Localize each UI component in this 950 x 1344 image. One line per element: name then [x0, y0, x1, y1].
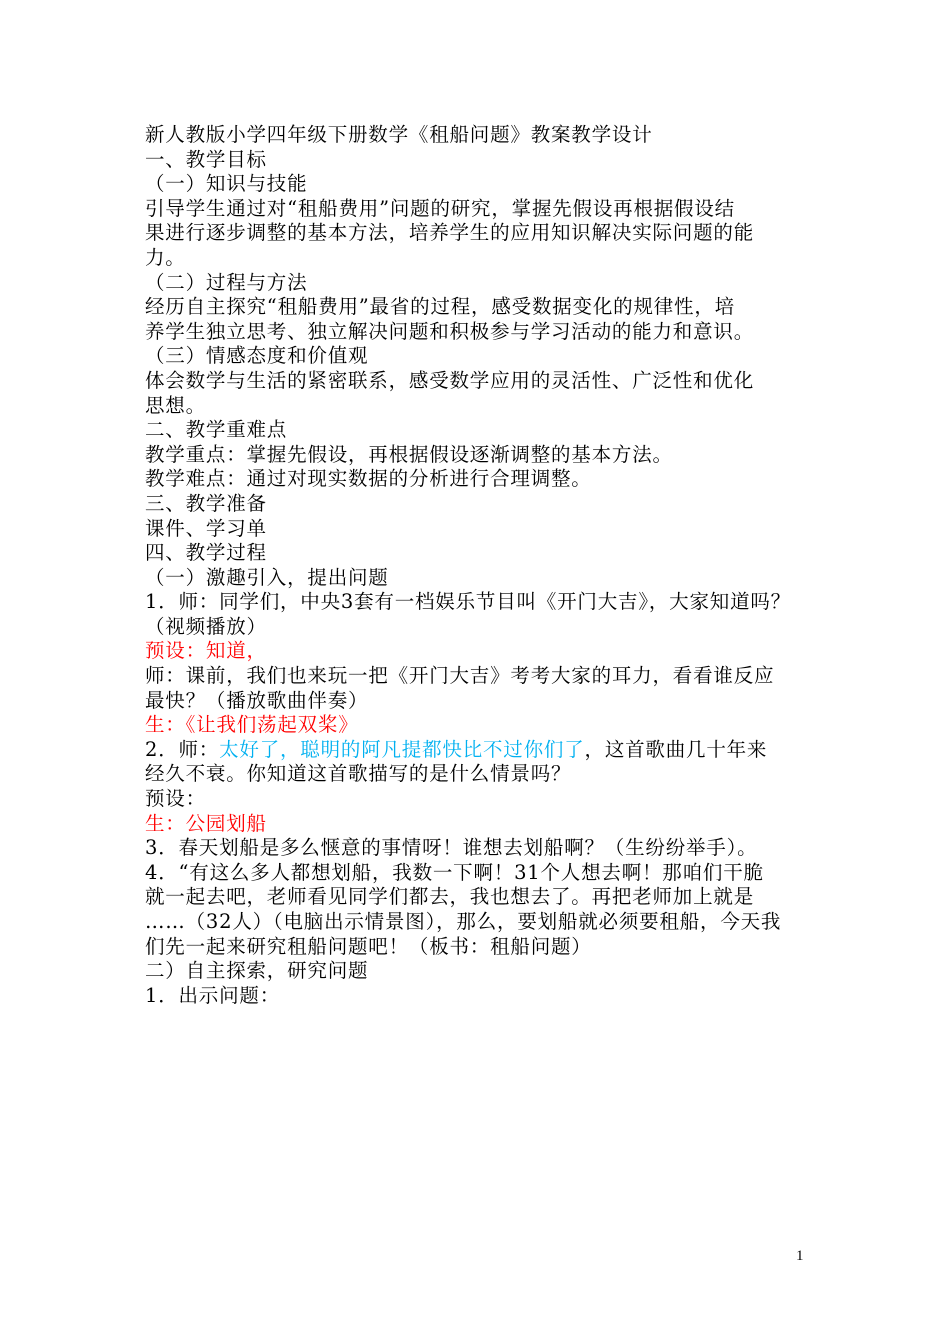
document-title: 新人教版小学四年级下册数学《租船问题》教案教学设计 [145, 123, 653, 146]
section-heading: 一、教学目标 [145, 147, 267, 171]
paragraph-line: ……（32人）（电脑出示情景图），那么，要划船就必须要租船，今天我 [145, 910, 782, 933]
subsection-heading: （一）激趣引入，提出问题 [145, 565, 389, 589]
paragraph-line: 师：课前，我们也来玩一把《开门大吉》考考大家的耳力，看看谁反应 [145, 664, 775, 688]
paragraph-line: 课件、学习单 [145, 516, 267, 540]
paragraph-line: 引导学生通过对“租船费用”问题的研究，掌握先假设再根据假设结 [145, 196, 735, 220]
document-body [145, 123, 810, 1008]
paragraph-line: 力。 [145, 245, 186, 269]
subsection-heading: 二）自主探索，研究问题 [145, 959, 369, 983]
paragraph-line: 们先一起来研究租船问题吧！（板书：租船问题） [145, 934, 592, 958]
paragraph-line: 预设： [145, 787, 206, 811]
preset-answer-line: 预设：知道， [145, 639, 267, 663]
paragraph-line: 1．师：同学们，中央3套有一档娱乐节目叫《开门大吉》，大家知道吗？ [145, 590, 791, 614]
student-answer-line: 生：《让我们荡起双桨》 [145, 713, 359, 737]
paragraph-line: 经历自主探究“租船费用”最省的过程，感受数据变化的规律性，培 [145, 295, 735, 319]
paragraph-line: 1．出示问题： [145, 983, 281, 1007]
page-number: 1 [796, 1248, 804, 1264]
section-heading: 三、教学准备 [145, 491, 267, 515]
paragraph-line [145, 738, 810, 763]
subsection-heading: （三）情感态度和价值观 [145, 344, 369, 368]
paragraph-line: 最快？（播放歌曲伴奏） [145, 688, 369, 712]
paragraph-line: 3．春天划船是多么惬意的事情呀！谁想去划船啊？（生纷纷举手）。 [145, 836, 758, 860]
line-prefix: 2．师： [145, 737, 220, 761]
paragraph-line: （视频播放） [145, 614, 267, 638]
paragraph-line: 思想。 [145, 393, 206, 417]
paragraph-line: 养学生独立思考、独立解决问题和积极参与学习活动的能力和意识。 [145, 319, 755, 343]
paragraph-line: 就一起去吧，老师看见同学们都去，我也想去了。再把老师加上就是 [145, 885, 755, 909]
paragraph-line: 教学难点：通过对现实数据的分析进行合理调整。 [145, 467, 592, 491]
section-heading: 二、教学重难点 [145, 418, 288, 442]
paragraph-line: 教学重点：掌握先假设，再根据假设逐渐调整的基本方法。 [145, 442, 673, 466]
subsection-heading: （二）过程与方法 [145, 270, 308, 294]
paragraph-line: 体会数学与生活的紧密联系，感受数学应用的灵活性、广泛性和优化 [145, 368, 755, 392]
subsection-heading: （一）知识与技能 [145, 172, 308, 196]
paragraph-line: 果进行逐步调整的基本方法，培养学生的应用知识解决实际问题的能 [145, 221, 755, 245]
highlighted-text: 太好了，聪明的阿凡提都快比不过你们了 [219, 737, 585, 761]
paragraph-line: 经久不衰。你知道这首歌描写的是什么情景吗？ [145, 762, 572, 786]
student-answer-line: 生：公园划船 [145, 811, 267, 835]
paragraph-line: 4．“有这么多人都想划船，我数一下啊！31个人想去啊！那咱们干脆 [145, 860, 764, 884]
section-heading: 四、教学过程 [145, 541, 267, 565]
line-suffix: ，这首歌曲几十年来 [584, 737, 768, 761]
